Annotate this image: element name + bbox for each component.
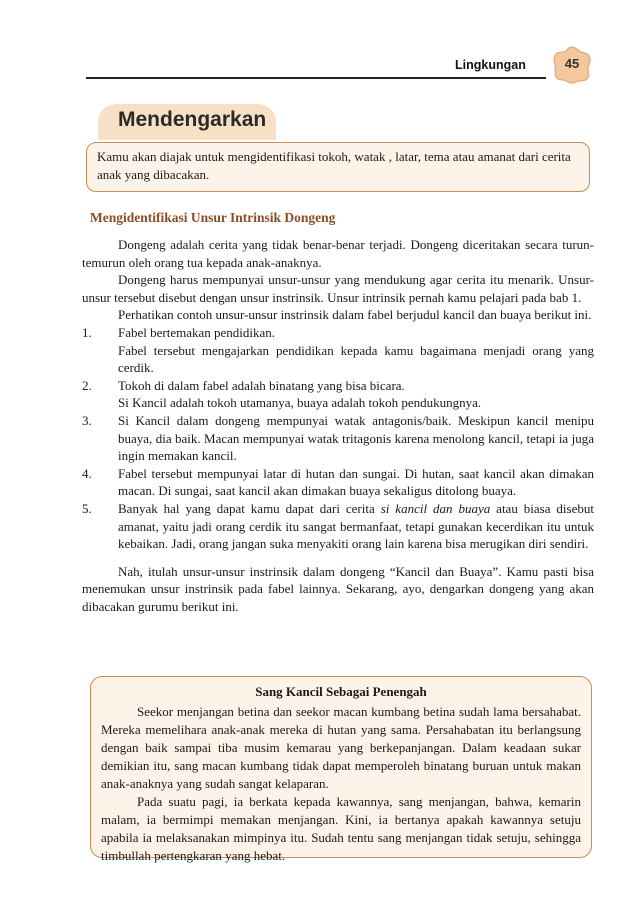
page-number-badge (552, 46, 592, 84)
subheading: Mengidentifikasi Unsur Intrinsik Dongeng (90, 210, 336, 225)
intro-text: Kamu akan diajak untuk mengidentifikasi tokoh, watak , latar, tema atau amanat dari cerita anak yang dibacakan. (97, 149, 571, 182)
list-text-italic: si kancil dan buaya (380, 500, 491, 516)
list-item (82, 465, 594, 500)
paragraph-1: Dongeng adalah cerita yang tidak benar-benar terjadi. Dongeng diceritakan secara turun-temurun oleh orang tua kepada anak-anaknya. (82, 237, 594, 270)
list-text-before: Banyak hal yang dapat kamu dapat dari cerita (118, 500, 381, 516)
list-number: 4. (82, 465, 92, 481)
list-number: 3. (82, 412, 92, 428)
paragraph-3: Perhatikan contoh unsur-unsur instrinsik dalam fabel berjudul kancil dan buaya berikut ini. (118, 307, 592, 323)
story-paragraph-1: Seekor menjangan betina dan seekor macan kumbang betina sudah lama bersahabat. Mereka memelihara anak-anak mereka di hutan yang sama. Persahabatan itu berlangsung dengan baik sampai tiba musim kemarau yang berkepanjangan. Dalam keadaan sukar demikian itu, sang macan kumbang tidak dapat memperoleh binatang buruan untuk makan anak-anaknya yang sudah sangat kelaparan. (101, 704, 581, 791)
list-number: 1. (82, 324, 92, 340)
list-text: Tokoh di dalam fabel adalah binatang yang bisa bicara. (118, 377, 405, 393)
list-detail: Si Kancil adalah tokoh utamanya, buaya adalah tokoh pendukungnya. (118, 395, 482, 411)
list-text: Fabel tersebut mempunyai latar di hutan dan sungai. Di hutan, saat kancil akan dimakan macan. Di sungai, saat kancil akan dimakan buaya sekaligus ditolong buaya. (118, 465, 594, 499)
list-number: 2. (82, 377, 92, 393)
page-number: 45 (564, 56, 580, 71)
list-item (82, 377, 594, 412)
list-detail: Fabel tersebut mengajarkan pendidikan kepada kamu bagaimana menjadi orang yang cerdik. (118, 342, 594, 376)
intro-box (86, 142, 590, 192)
header-rule (86, 77, 546, 79)
list-text (118, 500, 594, 553)
story-box (90, 676, 592, 863)
list-item (82, 412, 594, 465)
list-item (82, 500, 594, 553)
story-title: Sang Kancil Sebagai Penengah (255, 684, 427, 699)
list-text: Fabel bertemakan pendidikan. (118, 324, 276, 340)
paragraph-2: Dongeng harus mempunyai unsur-unsur yang mendukung agar cerita itu menarik. Unsur-unsur tersebut disebut dengan unsur instrinsik. Unsur intrinsik pernah kamu pelajari pada bab 1. (82, 272, 594, 305)
list-item (82, 324, 594, 377)
list-text-after: atau biasa disebut amanat, yaitu jadi orang cerdik itu sangat bermanfaat, tetapi gunakan kecerdikan itu untuk kebaikan. Jadi, orang jangan suka menyakiti orang lain karena bisa merugikan diri sendiri. (118, 500, 594, 552)
closing-paragraph: Nah, itulah unsur-unsur instrinsik dalam dongeng “Kancil dan Buaya”. Kamu pasti bisa menemukan unsur instrinsik pada fabel lainnya. Sekarang, ayo, dengarkan dongeng yang akan dibacakan gurumu berikut ini. (82, 563, 594, 614)
story-paragraph-2: Pada suatu pagi, ia berkata kepada kawannya, sang menjangan, bahwa, kemarin malam, ia bermimpi memakan menjangan. Kini, ia bertanya apakah kawannya setuju apabila ia melaksanakan mimpinya itu. Sudah tentu sang menjangan tidak setuju, sehingga timbullah pertengkaran yang hebat. (101, 794, 581, 863)
body-text (82, 236, 594, 615)
list-text: Si Kancil dalam dongeng mempunyai watak antagonis/baik. Meskipun kancil menipu buaya, dia baik. Macan mempunyai watak tritagonis karena menolong kancil, tetapi ia juga ingin memakan kancil. (118, 412, 594, 464)
chapter-label: Lingkungan (455, 58, 526, 72)
section-title: Mendengarkan (118, 108, 267, 131)
list-number: 5. (82, 500, 92, 516)
